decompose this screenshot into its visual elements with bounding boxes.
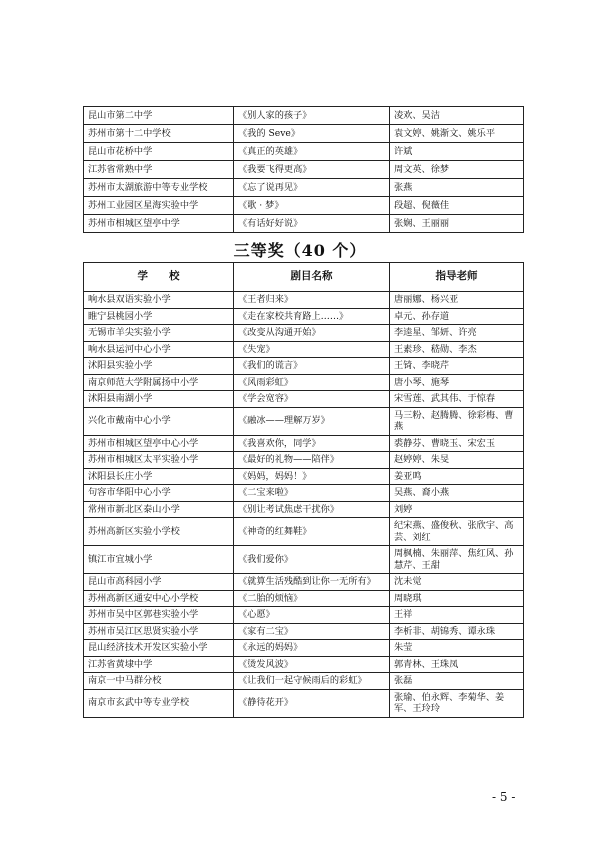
table-row	[84, 656, 524, 673]
cell-teachers: 裘静芬、曹晓玉、宋宏玉	[390, 435, 524, 452]
cell-school: 响水县双语实验小学	[84, 292, 234, 309]
cell-play-title: 《有话好好说》	[234, 215, 390, 233]
cell-school: 镇江市宜城小学	[84, 546, 234, 574]
cell-play-title: 《最好的礼物——陪伴》	[234, 452, 390, 469]
cell-school: 苏州市太湖旅游中等专业学校	[84, 179, 234, 197]
table-row	[84, 374, 524, 391]
table-row	[84, 546, 524, 574]
section-heading: 三等奖（40 个）	[233, 241, 367, 260]
cell-play-title: 《歌 · 梦》	[234, 197, 390, 215]
cell-teachers: 郭青林、王珠凤	[390, 656, 524, 673]
cell-teachers: 段超、倪薇佳	[390, 197, 524, 215]
cell-school: 苏州高新区通安中心小学校	[84, 590, 234, 607]
cell-teachers: 周文英、徐梦	[390, 161, 524, 179]
cell-play-title: 《我们爱你》	[234, 546, 390, 574]
cell-school: 苏州市第十二中学校	[84, 125, 234, 143]
cell-teachers: 张娴、王丽丽	[390, 215, 524, 233]
cell-teachers: 王素珍、嵇勋、李杰	[390, 341, 524, 358]
cell-play-title: 《走在家校共育路上……》	[234, 308, 390, 325]
table-header-row	[84, 263, 524, 292]
table-row	[84, 358, 524, 375]
cell-play-title: 《静待花开》	[234, 689, 390, 717]
cell-school: 响水县运河中心小学	[84, 341, 234, 358]
cell-school: 昆山市花桥中学	[84, 143, 234, 161]
cell-play-title: 《就算生活残酷到让你一无所有》	[234, 574, 390, 591]
cell-teachers: 吴燕、裔小燕	[390, 485, 524, 502]
cell-teachers: 唐丽娜、杨兴亚	[390, 292, 524, 309]
table-row	[84, 125, 524, 143]
table-row	[84, 391, 524, 408]
cell-school: 沭阳县实验小学	[84, 358, 234, 375]
cell-school: 江苏省常熟中学	[84, 161, 234, 179]
cell-school: 句容市华阳中心小学	[84, 485, 234, 502]
cell-school: 沭阳县南湖小学	[84, 391, 234, 408]
table-row	[84, 501, 524, 518]
cell-play-title: 《烫发风波》	[234, 656, 390, 673]
cell-teachers: 赵婷婷、朱旻	[390, 452, 524, 469]
table-row	[84, 590, 524, 607]
cell-school: 苏州工业园区星海实验中学	[84, 197, 234, 215]
table-row	[84, 143, 524, 161]
cell-play-title: 《王者归来》	[234, 292, 390, 309]
cell-teachers: 刘婷	[390, 501, 524, 518]
cell-play-title: 《让我们一起守候雨后的彩虹》	[234, 673, 390, 690]
cell-school: 苏州市吴中区郭巷实验小学	[84, 607, 234, 624]
header-school: 学 校	[84, 263, 234, 292]
cell-play-title: 《二胎的烦恼》	[234, 590, 390, 607]
table-row	[84, 607, 524, 624]
table-row	[84, 407, 524, 435]
table-row	[84, 574, 524, 591]
cell-teachers: 张燕	[390, 179, 524, 197]
header-teachers: 指导老师	[390, 263, 524, 292]
cell-teachers: 王祥	[390, 607, 524, 624]
cell-teachers: 张磊	[390, 673, 524, 690]
cell-school: 江苏省黄埭中学	[84, 656, 234, 673]
cell-play-title: 《失宠》	[234, 341, 390, 358]
table-row	[84, 325, 524, 342]
cell-play-title: 《改变从沟通开始》	[234, 325, 390, 342]
cell-school: 昆山经济技术开发区实验小学	[84, 640, 234, 657]
cell-teachers: 袁文婷、姚渐文、姚乐平	[390, 125, 524, 143]
cell-teachers: 卓元、孙存道	[390, 308, 524, 325]
award-table-previous	[83, 106, 524, 233]
cell-school: 常州市新北区泰山小学	[84, 501, 234, 518]
cell-teachers: 王锜、李晓芹	[390, 358, 524, 375]
cell-school: 苏州市吴江区思贤实验小学	[84, 623, 234, 640]
cell-school: 苏州市相城区望亭中心小学	[84, 435, 234, 452]
table-row	[84, 673, 524, 690]
cell-teachers: 宋雪莲、武其伟、于惊春	[390, 391, 524, 408]
cell-teachers: 姜亚鸣	[390, 468, 524, 485]
cell-play-title: 《融冰——理解万岁》	[234, 407, 390, 435]
table-row	[84, 197, 524, 215]
cell-school: 南京市玄武中等专业学校	[84, 689, 234, 717]
cell-school: 苏州市相城区太平实验小学	[84, 452, 234, 469]
table-row	[84, 292, 524, 309]
cell-teachers: 周晓琪	[390, 590, 524, 607]
cell-play-title: 《别让考试焦虑干扰你》	[234, 501, 390, 518]
cell-teachers: 沈未觉	[390, 574, 524, 591]
cell-teachers: 周枫楠、朱丽萍、焦红风、孙慧芹、王甜	[390, 546, 524, 574]
table-row	[84, 689, 524, 717]
cell-play-title: 《别人家的孩子》	[234, 107, 390, 125]
cell-school: 昆山市第二中学	[84, 107, 234, 125]
cell-play-title: 《学会宽容》	[234, 391, 390, 408]
table-row	[84, 308, 524, 325]
header-play-title: 剧目名称	[234, 263, 390, 292]
cell-teachers: 唐小琴、施琴	[390, 374, 524, 391]
cell-school: 兴化市戴南中心小学	[84, 407, 234, 435]
cell-school: 昆山市高科园小学	[84, 574, 234, 591]
cell-school: 苏州市相城区望亭中学	[84, 215, 234, 233]
cell-play-title: 《心愿》	[234, 607, 390, 624]
cell-teachers: 纪宋燕、盛俊秋、张欣宇、高芸、刘红	[390, 518, 524, 546]
table-row	[84, 623, 524, 640]
award-table-third-prize	[83, 262, 524, 718]
table-row	[84, 518, 524, 546]
cell-play-title: 《家有二宝》	[234, 623, 390, 640]
cell-teachers: 李析非、胡锦秀、谭永珠	[390, 623, 524, 640]
cell-play-title: 《我们的谎言》	[234, 358, 390, 375]
cell-play-title: 《真正的英雄》	[234, 143, 390, 161]
table-row	[84, 341, 524, 358]
cell-play-title: 《我要飞得更高》	[234, 161, 390, 179]
cell-play-title: 《神奇的红舞鞋》	[234, 518, 390, 546]
cell-school: 沭阳县长庄小学	[84, 468, 234, 485]
table-row	[84, 435, 524, 452]
table-row	[84, 468, 524, 485]
cell-teachers: 张瑜、伯永辉、李菊华、姜军、王玲玲	[390, 689, 524, 717]
table-row	[84, 215, 524, 233]
cell-school: 南京一中马群分校	[84, 673, 234, 690]
table-row	[84, 161, 524, 179]
cell-play-title: 《永远的妈妈》	[234, 640, 390, 657]
cell-teachers: 许斌	[390, 143, 524, 161]
cell-teachers: 朱莹	[390, 640, 524, 657]
cell-school: 睢宁县桃园小学	[84, 308, 234, 325]
cell-play-title: 《风雨彩虹》	[234, 374, 390, 391]
cell-teachers: 马三粉、赵腾腾、徐彩梅、曹燕	[390, 407, 524, 435]
table-row	[84, 485, 524, 502]
cell-teachers: 凌欢、吴洁	[390, 107, 524, 125]
table-row	[84, 179, 524, 197]
cell-school: 无锡市羊尖实验小学	[84, 325, 234, 342]
page-number: - 5 -	[492, 790, 516, 804]
cell-play-title: 《我的 Seve》	[234, 125, 390, 143]
cell-play-title: 《妈妈，妈妈！》	[234, 468, 390, 485]
cell-school: 南京师范大学附属扬中小学	[84, 374, 234, 391]
table-row	[84, 640, 524, 657]
cell-play-title: 《忘了说再见》	[234, 179, 390, 197]
cell-play-title: 《二宝来啦》	[234, 485, 390, 502]
cell-teachers: 李逵星、邹妍、许亮	[390, 325, 524, 342]
cell-play-title: 《我喜欢你，同学》	[234, 435, 390, 452]
table-row	[84, 107, 524, 125]
cell-school: 苏州高新区实验小学校	[84, 518, 234, 546]
table-row	[84, 452, 524, 469]
